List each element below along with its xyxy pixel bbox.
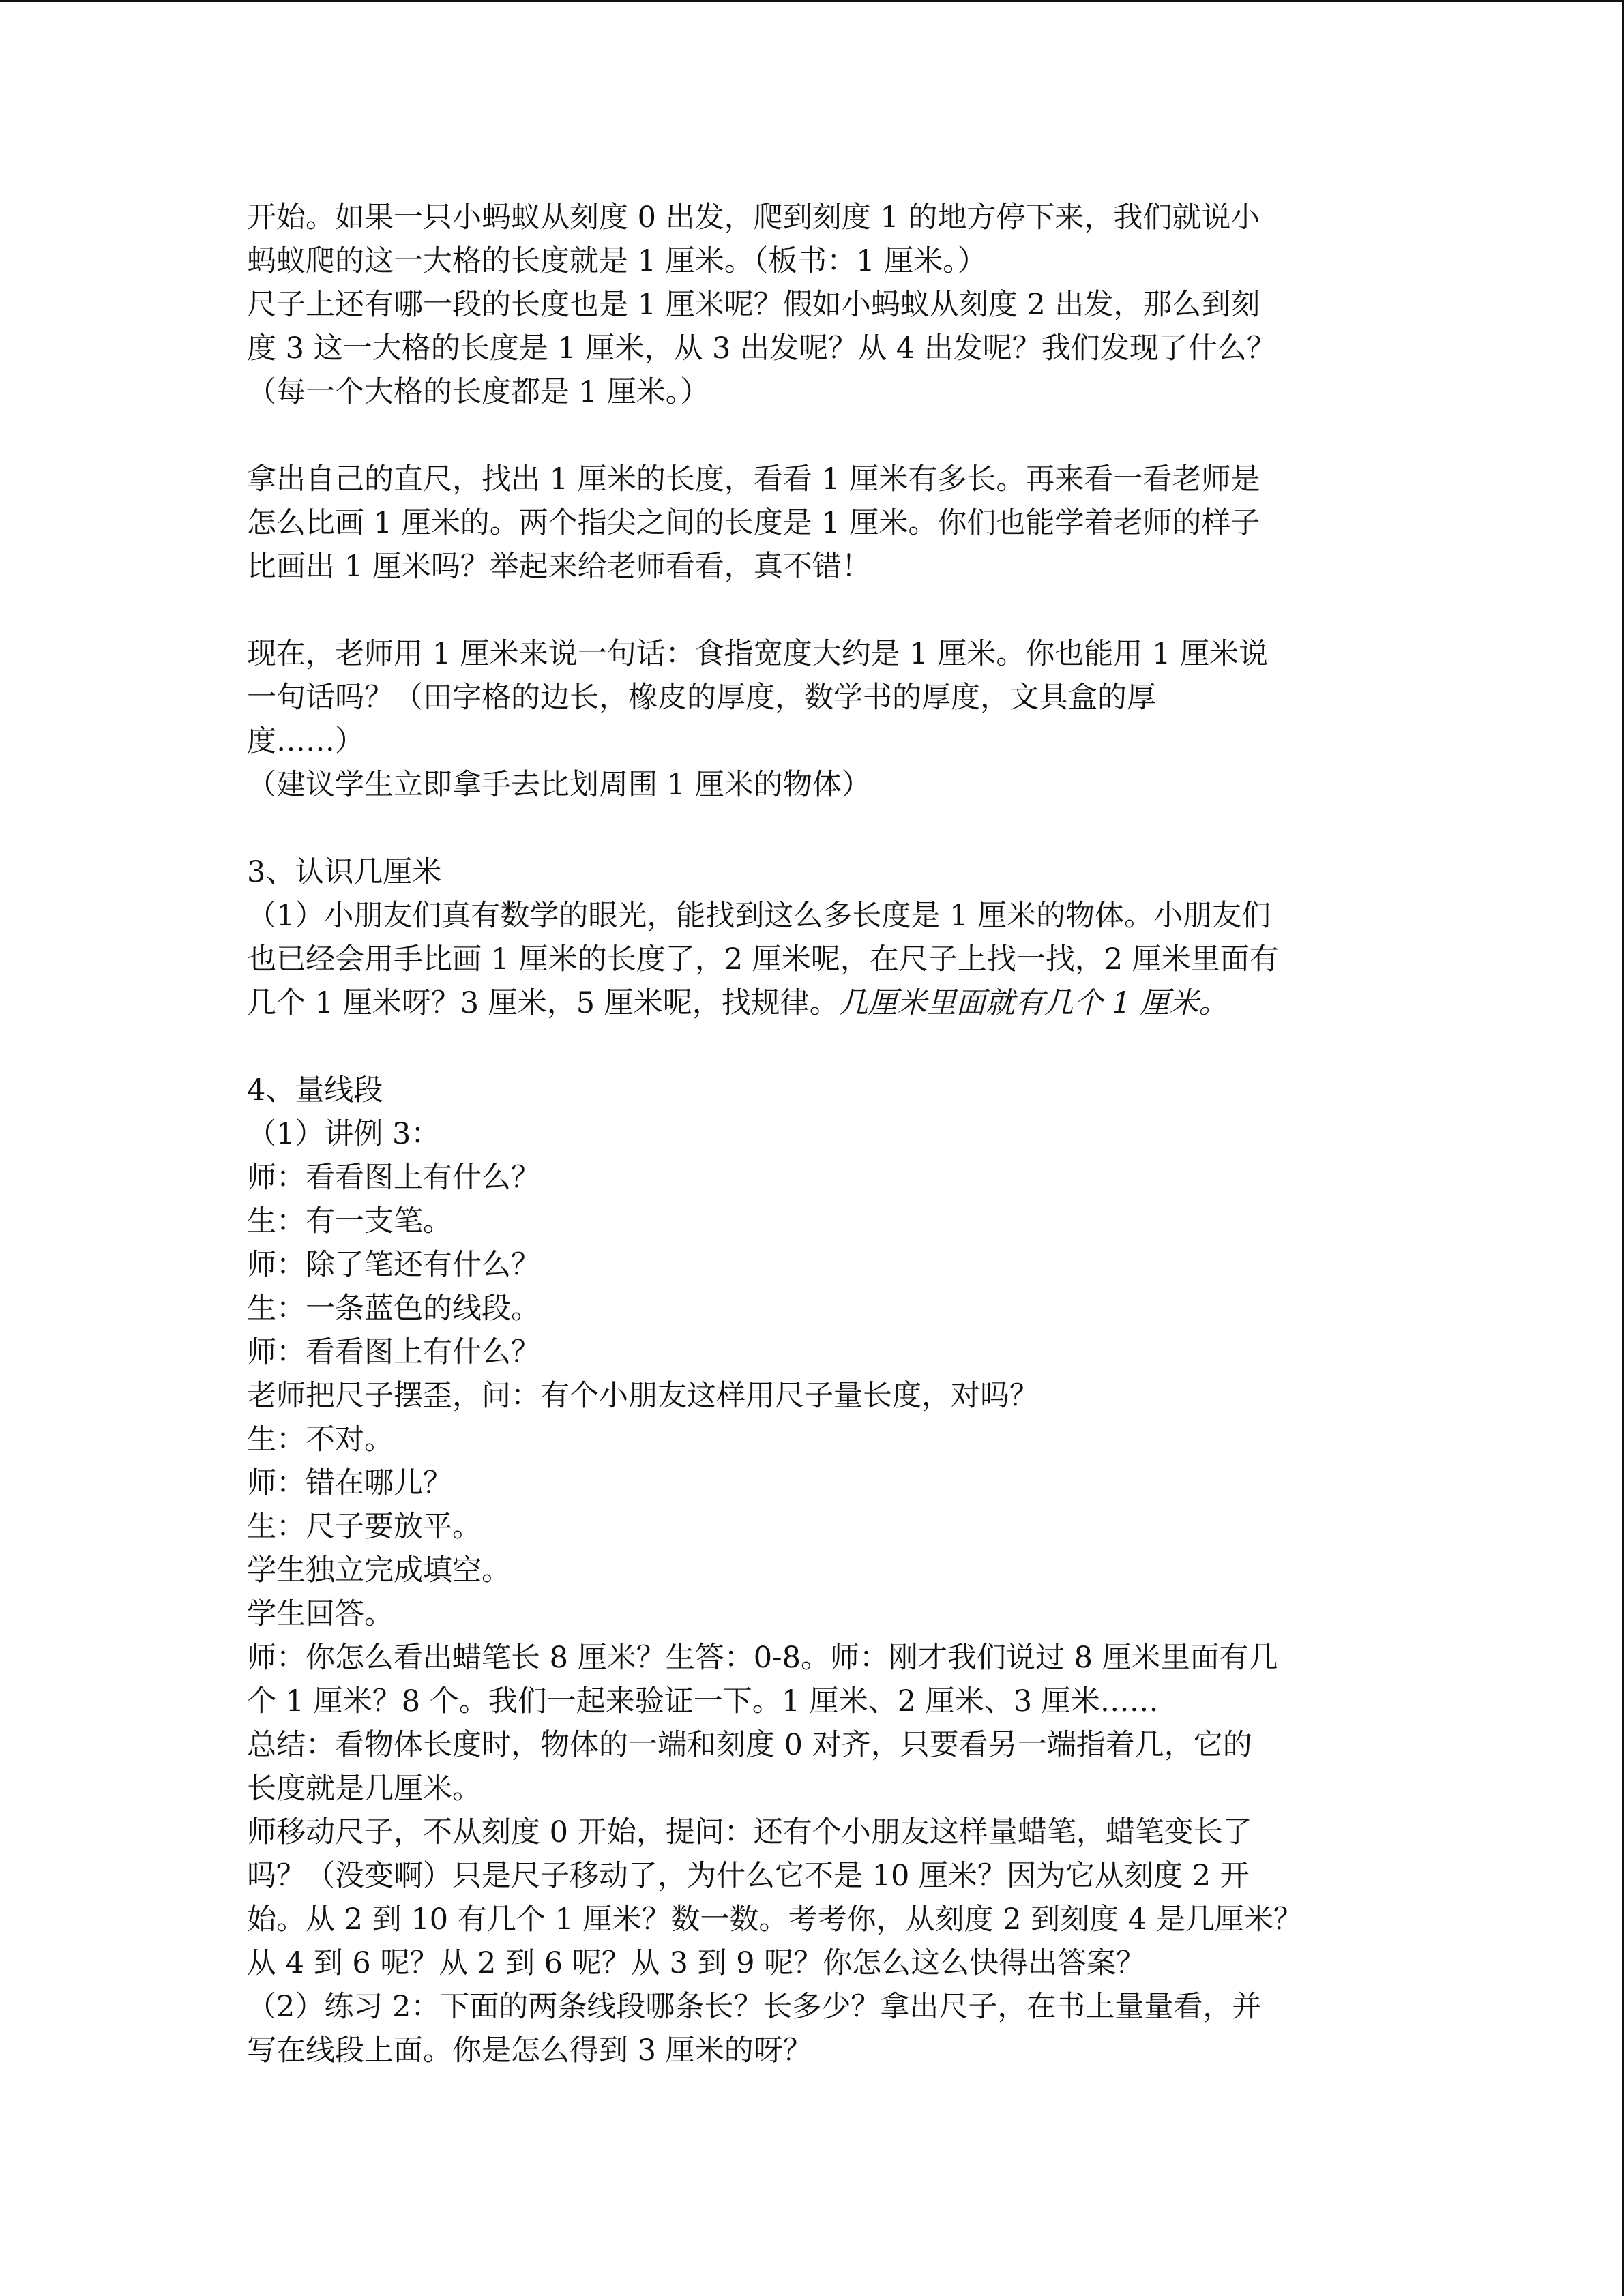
text-line: 生：一条蓝色的线段。 xyxy=(247,1292,540,1326)
text-line: 吗？（没变啊）只是尺子移动了，为什么它不是 10 厘米？因为它从刻度 2 开 xyxy=(247,1859,1250,1893)
text-line: 学生回答。 xyxy=(247,1597,394,1631)
section-heading: 3、认识几厘米 xyxy=(247,855,442,889)
text-line: 生：尺子要放平。 xyxy=(247,1510,482,1544)
text-line-with-emphasis xyxy=(247,981,1379,1025)
text-line: 老师把尺子摆歪，问：有个小朋友这样用尺子量长度，对吗？ xyxy=(247,1379,1039,1413)
text-line: 始。从 2 到 10 有几个 1 厘米？数一数。考考你，从刻度 2 到刻度 4 是几厘米？ xyxy=(247,1903,1303,1937)
text-line: 从 4 到 6 呢？从 2 到 6 呢？从 3 到 9 呢？你怎么这么快得出答案？ xyxy=(247,1946,1146,1980)
text-line: 怎么比画 1 厘米的。两个指尖之间的长度是 1 厘米。你们也能学着老师的样子 xyxy=(247,506,1260,540)
text-line: （2）练习 2：下面的两条线段哪条长？长多少？拿出尺子，在书上量量看，并 xyxy=(247,1990,1262,2024)
emphasis-text: 几厘米里面就有几个 1 厘米。 xyxy=(838,986,1228,1020)
text-line: 师：看看图上有什么？ xyxy=(247,1161,540,1195)
text-line: （1）讲例 3： xyxy=(247,1117,441,1151)
text-line: 几个 1 厘米呀？3 厘米，5 厘米呢，找规律。 xyxy=(247,986,839,1020)
text-line: 总结：看物体长度时，物体的一端和刻度 0 对齐，只要看另一端指着几，它的 xyxy=(247,1728,1252,1762)
text-line: 师：除了笔还有什么？ xyxy=(247,1248,540,1282)
text-line: （每一个大格的长度都是 1 厘米。） xyxy=(247,375,710,409)
text-line: 个 1 厘米？8 个。我们一起来验证一下。1 厘米、2 厘米、3 厘米…… xyxy=(247,1684,1159,1718)
text-line: 师：你怎么看出蜡笔长 8 厘米？生答：0-8。师：刚才我们说过 8 厘米里面有几 xyxy=(247,1641,1278,1675)
text-line: 现在，老师用 1 厘米来说一句话：食指宽度大约是 1 厘米。你也能用 1 厘米说 xyxy=(247,637,1269,671)
text-line: 也已经会用手比画 1 厘米的长度了，2 厘米呢，在尺子上找一找，2 厘米里面有 xyxy=(247,942,1279,976)
blank-line xyxy=(247,588,1379,632)
text-line: 师移动尺子，不从刻度 0 开始，提问：还有个小朋友这样量蜡笔，蜡笔变长了 xyxy=(247,1815,1252,1849)
text-line: 蚂蚁爬的这一大格的长度就是 1 厘米。（板书：1 厘米。） xyxy=(247,244,987,278)
blank-line xyxy=(247,414,1379,458)
text-line: 度……） xyxy=(247,724,364,758)
text-line: 生：有一支笔。 xyxy=(247,1204,452,1238)
text-line: 写在线段上面。你是怎么得到 3 厘米的呀？ xyxy=(247,2033,812,2068)
text-line: 学生独立完成填空。 xyxy=(247,1553,511,1587)
text-line: 师：看看图上有什么？ xyxy=(247,1335,540,1369)
text-line: 比画出 1 厘米吗？举起来给老师看看，真不错！ xyxy=(247,550,871,584)
document-body xyxy=(247,196,1379,2072)
blank-line xyxy=(247,807,1379,850)
text-line: 生：不对。 xyxy=(247,1422,394,1457)
text-line: 度 3 这一大格的长度是 1 厘米，从 3 出发呢？从 4 出发呢？我们发现了什么？ xyxy=(247,331,1276,366)
text-line: 尺子上还有哪一段的长度也是 1 厘米呢？假如小蚂蚁从刻度 2 出发，那么到刻 xyxy=(247,288,1260,322)
blank-line xyxy=(247,1025,1379,1069)
text-line: 拿出自己的直尺，找出 1 厘米的长度，看看 1 厘米有多长。再来看一看老师是 xyxy=(247,462,1260,496)
text-line: 长度就是几厘米。 xyxy=(247,1772,482,1806)
text-line: （建议学生立即拿手去比划周围 1 厘米的物体） xyxy=(247,768,871,802)
section-heading: 4、量线段 xyxy=(247,1073,383,1107)
text-line: 开始。如果一只小蚂蚁从刻度 0 出发，爬到刻度 1 的地方停下来，我们就说小 xyxy=(247,200,1260,235)
text-line: 师：错在哪儿？ xyxy=(247,1466,452,1500)
text-line: （1）小朋友们真有数学的眼光，能找到这么多长度是 1 厘米的物体。小朋友们 xyxy=(247,899,1271,933)
text-line: 一句话吗？（田字格的边长，橡皮的厚度，数学书的厚度，文具盒的厚 xyxy=(247,681,1156,715)
